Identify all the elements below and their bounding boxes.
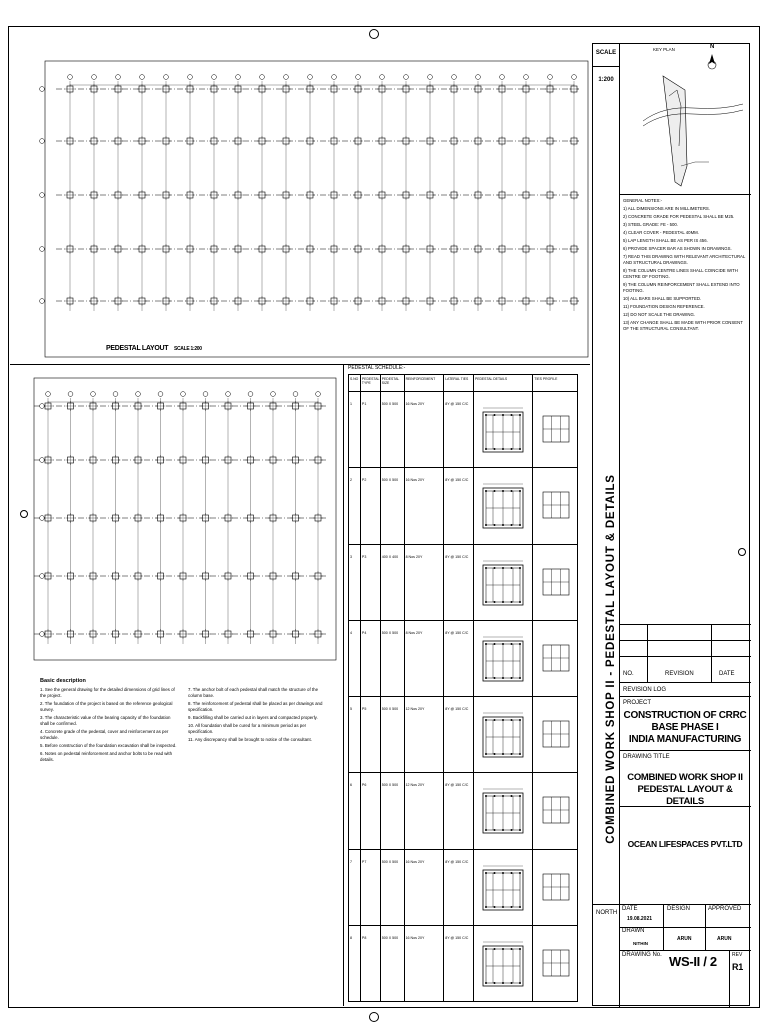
- schedule-cell-ties: 8Y @ 150 C/C: [444, 468, 474, 543]
- drawing-no-label: DRAWING No.: [622, 952, 662, 958]
- schedule-cell-type: P6: [361, 773, 381, 848]
- top-marker-icon: [369, 29, 379, 39]
- general-note-item: 1) ALL DIMENSIONS ARE IN MILLIMETERS.: [623, 206, 710, 211]
- schedule-cell-type: P5: [361, 697, 381, 772]
- grid-bubble-icon: [316, 392, 321, 397]
- north-label: NORTH: [596, 910, 618, 916]
- schedule-cell-size: 500 X 500: [381, 621, 405, 696]
- schedule-cell-ties: 8Y @ 150 C/C: [444, 773, 474, 848]
- grid-bubble-icon: [271, 392, 276, 397]
- ties-profile-drawing: [533, 773, 577, 848]
- title-line-2: PEDESTAL LAYOUT & DETAILS: [637, 784, 733, 807]
- date-value: 19.08.2021: [627, 916, 653, 922]
- grid-bubble-icon: [203, 392, 208, 397]
- scale-value: 1:200: [598, 77, 614, 83]
- general-note-item: 7) READ THIS DRAWING WITH RELEVANT ARCHITECTURAL AND STRUCTURAL DRAWINGS.: [623, 254, 746, 265]
- drawn-value: NITHIN: [633, 941, 648, 946]
- grid-bubble-icon: [248, 392, 253, 397]
- general-note-item: 2) CONCRETE GRADE FOR PEDESTAL SHALL BE M25.: [623, 214, 735, 219]
- general-note-item: 11) FOUNDATION DESIGN REFERENCE.: [623, 304, 705, 309]
- pedestal-detail-drawing: [474, 392, 533, 467]
- rev-value: R1: [732, 962, 743, 972]
- grid-bubble-icon: [212, 75, 217, 80]
- schedule-cell-no: 2: [349, 468, 361, 543]
- grid-bubble-icon: [524, 75, 529, 80]
- design-label: DESIGN: [667, 906, 691, 912]
- schedule-cell-size: 500 X 500: [381, 773, 405, 848]
- grid-bubble-icon: [113, 392, 118, 397]
- grid-bubble-icon: [404, 75, 409, 80]
- basic-description-item: 6. Notes on pedestal reinforcement and anchor bolts to be read with details.: [40, 751, 173, 762]
- schedule-cell-no: 4: [349, 621, 361, 696]
- general-note-item: 4) CLEAR COVER - PEDESTAL 40MM.: [623, 230, 699, 235]
- project-line-1: CONSTRUCTION OF CRRC: [623, 710, 747, 721]
- schedule-header-cell: S.NO: [349, 375, 361, 391]
- schedule-cell-no: 1: [349, 392, 361, 467]
- schedule-cell-no: 7: [349, 850, 361, 925]
- schedule-cell-size: 500 X 500: [381, 468, 405, 543]
- ties-profile-drawing: [533, 468, 577, 543]
- schedule-cell-type: P1: [361, 392, 381, 467]
- bottom-marker-icon: [369, 1012, 379, 1022]
- pedestal-detail-drawing: [474, 468, 533, 543]
- schedule-row: [349, 926, 577, 1002]
- schedule-header-cell: PEDESTAL TYPE: [361, 375, 381, 391]
- general-notes: [623, 198, 747, 334]
- grid-bubble-icon: [68, 392, 73, 397]
- ties-profile-drawing: [533, 392, 577, 467]
- schedule-cell-ties: 8Y @ 150 C/C: [444, 621, 474, 696]
- pedestal-detail-drawing: [474, 545, 533, 620]
- schedule-cell-reinf: 12 Nos 20Y: [405, 697, 445, 772]
- grid-bubble-icon: [40, 299, 45, 304]
- grid-bubble-icon: [92, 75, 97, 80]
- grid-bubble-icon: [428, 75, 433, 80]
- drawing-number: WS-II / 2: [669, 954, 717, 969]
- schedule-cell-reinf: 16 Nos 20Y: [405, 926, 445, 1001]
- grid-bubble-icon: [140, 75, 145, 80]
- divider: [343, 364, 344, 1006]
- secondary-plan-panel: [30, 372, 340, 662]
- grid-bubble-icon: [260, 75, 265, 80]
- project-line-3: INDIA MANUFACTURING: [628, 734, 742, 745]
- ties-profile-drawing: [533, 850, 577, 925]
- grid-bubble-icon: [164, 75, 169, 80]
- scale-label: SCALE: [595, 50, 617, 56]
- schedule-cell-no: 3: [349, 545, 361, 620]
- pedestal-layout-label: PEDESTAL LAYOUT: [106, 345, 169, 352]
- ties-profile-drawing: [533, 926, 577, 1001]
- basic-description-item: 10. All foundation shall be cured for a minimum period as per specification.: [188, 723, 307, 734]
- basic-description-item: 1. See the general drawing for the detailed dimensions of grid lines of the project.: [40, 687, 175, 698]
- revision-date-header: DATE: [719, 671, 735, 677]
- grid-bubble-icon: [572, 75, 577, 80]
- grid-bubble-icon: [46, 392, 51, 397]
- general-note-item: 8) THE COLUMN CENTRE LINES SHALL COINCIDE WITH CENTRE OF FOOTING.: [623, 268, 738, 279]
- grid-bubble-icon: [380, 75, 385, 80]
- grid-bubble-icon: [116, 75, 121, 80]
- schedule-cell-no: 6: [349, 773, 361, 848]
- schedule-cell-reinf: 16 Nos 20Y: [405, 468, 445, 543]
- date-label: DATE: [622, 906, 638, 912]
- schedule-row: [349, 773, 577, 849]
- basic-description-item: 5. Before construction of the foundation excavation shall be inspected.: [40, 743, 177, 748]
- approved-label: APPROVED: [708, 906, 742, 912]
- general-note-item: 9) THE COLUMN REINFORCEMENT SHALL EXTEND INTO FOOTING.: [623, 282, 740, 293]
- schedule-cell-type: P2: [361, 468, 381, 543]
- grid-bubble-icon: [40, 193, 45, 198]
- schedule-cell-no: 8: [349, 926, 361, 1001]
- schedule-cell-type: P8: [361, 926, 381, 1001]
- basic-description-item: 2. The foundation of the project is based on the reference geological survey.: [40, 701, 173, 712]
- schedule-cell-reinf: 16 Nos 20Y: [405, 392, 445, 467]
- schedule-cell-size: 500 X 500: [381, 850, 405, 925]
- general-note-item: 5) LAP LENGTH SHALL BE AS PER IS 456.: [623, 238, 708, 243]
- pedestal-detail-drawing: [474, 773, 533, 848]
- schedule-header-cell: REINFORCEMENT: [405, 375, 445, 391]
- general-notes-heading: GENERAL NOTES:-: [623, 198, 662, 203]
- schedule-header-cell: PEDESTAL DETAILS: [474, 375, 533, 391]
- schedule-cell-size: 400 X 400: [381, 545, 405, 620]
- basic-description-item: 4. Concrete grade of the pedestal, cover and reinforcement as per schedule.: [40, 729, 169, 740]
- pedestal-detail-drawing: [474, 621, 533, 696]
- drawing-title: [619, 772, 751, 808]
- basic-description-item: 8. The reinforcement of pedestal shall be placed as per drawings and specification.: [188, 701, 323, 712]
- schedule-cell-reinf: 16 Nos 20Y: [405, 850, 445, 925]
- pedestal-detail-drawing: [474, 697, 533, 772]
- schedule-cell-size: 500 X 500: [381, 392, 405, 467]
- grid-bubble-icon: [236, 75, 241, 80]
- drawn-label: DRAWN: [622, 928, 645, 934]
- general-note-item: 6) PROVIDE SPACER BAR AS SHOWN IN DRAWINGS.: [623, 246, 732, 251]
- schedule-cell-ties: 8Y @ 150 C/C: [444, 850, 474, 925]
- ties-profile-drawing: [533, 697, 577, 772]
- pedestal-layout-panel: [30, 43, 590, 361]
- grid-bubble-icon: [293, 392, 298, 397]
- general-note-item: 12) DO NOT SCALE THE DRAWING.: [623, 312, 696, 317]
- project-name: [619, 710, 751, 746]
- schedule-cell-reinf: 8 Nos 20Y: [405, 545, 445, 620]
- north-arrow-icon: [703, 52, 721, 72]
- schedule-cell-ties: 8Y @ 150 C/C: [444, 697, 474, 772]
- vertical-drawing-title: COMBINED WORK SHOP II - PEDESTAL LAYOUT & DETAILS: [605, 474, 617, 844]
- grid-bubble-icon: [91, 392, 96, 397]
- grid-bubble-icon: [158, 392, 163, 397]
- grid-bubble-icon: [476, 75, 481, 80]
- company-name: OCEAN LIFESPACES PVT.LTD: [627, 839, 743, 849]
- key-plan-drawing: [623, 46, 747, 192]
- schedule-header-cell: PEDESTAL SIZE: [381, 375, 405, 391]
- schedule-cell-type: P3: [361, 545, 381, 620]
- basic-description-item: 11. Any discrepancy shall be brought to notice of the consultant.: [188, 737, 312, 742]
- title-block: [592, 43, 750, 1006]
- basic-description-heading: Basic description: [40, 678, 86, 684]
- pedestal-schedule: [346, 364, 590, 1006]
- revision-log-label: REVISION LOG: [623, 687, 667, 693]
- secondary-plan: [30, 372, 340, 662]
- grid-bubble-icon: [40, 247, 45, 252]
- schedule-cell-type: P7: [361, 850, 381, 925]
- key-plan-label: KEY PLAN: [653, 47, 675, 52]
- design-value: ARUN: [677, 936, 692, 942]
- grid-bubble-icon: [136, 392, 141, 397]
- schedule-cell-ties: 8Y @ 150 C/C: [444, 392, 474, 467]
- grid-bubble-icon: [181, 392, 186, 397]
- schedule-row: [349, 697, 577, 773]
- general-note-item: 3) STEEL GRADE: FE - 500.: [623, 222, 679, 227]
- grid-bubble-icon: [284, 75, 289, 80]
- project-label: PROJECT: [623, 700, 652, 706]
- schedule-cell-no: 5: [349, 697, 361, 772]
- project-line-2: BASE PHASE I: [651, 722, 719, 733]
- schedule-cell-type: P4: [361, 621, 381, 696]
- approved-value: ARUN: [717, 936, 732, 942]
- general-note-item: 13) ANY CHANGE SHALL BE MADE WITH PRIOR CONSENT OF THE STRUCTURAL CONSULTANT.: [623, 320, 743, 331]
- grid-bubble-icon: [308, 75, 313, 80]
- pedestal-schedule-label: PEDESTAL SCHEDULE:-: [348, 365, 406, 371]
- grid-bubble-icon: [548, 75, 553, 80]
- revision-no-header: NO.: [623, 671, 634, 677]
- basic-description-item: 7. The anchor bolt of each pedestal shall match the structure of the column base.: [188, 687, 319, 698]
- grid-bubble-icon: [40, 139, 45, 144]
- rev-label: REV: [732, 952, 743, 958]
- grid-bubble-icon: [226, 392, 231, 397]
- schedule-row: [349, 468, 577, 544]
- basic-description-item: 3. The characteristic value of the bearing capacity of the foundation shall be confirmed.: [40, 715, 171, 726]
- grid-bubble-icon: [188, 75, 193, 80]
- pedestal-detail-drawing: [474, 850, 533, 925]
- schedule-cell-ties: 8Y @ 150 C/C: [444, 545, 474, 620]
- drawing-title-label: DRAWING TITLE: [623, 754, 670, 760]
- schedule-cell-size: 500 X 500: [381, 926, 405, 1001]
- schedule-row: [349, 621, 577, 697]
- grid-bubble-icon: [356, 75, 361, 80]
- schedule-cell-ties: 8Y @ 150 C/C: [444, 926, 474, 1001]
- title-line-1: COMBINED WORK SHOP II: [627, 772, 743, 783]
- left-marker-icon: [20, 510, 28, 518]
- schedule-header-cell: LATERAL TIES: [444, 375, 474, 391]
- pedestal-detail-drawing: [474, 926, 533, 1001]
- basic-description: [40, 678, 340, 765]
- revision-header: REVISION: [665, 671, 694, 677]
- general-note-item: 10) ALL BARS SHALL BE SUPPORTED.: [623, 296, 702, 301]
- schedule-header-row: [349, 375, 577, 392]
- north-letter: N: [710, 44, 715, 50]
- ties-profile-drawing: [533, 621, 577, 696]
- schedule-header-cell: TIES PROFILE: [534, 377, 558, 381]
- schedule-cell-reinf: 8 Nos 20Y: [405, 621, 445, 696]
- schedule-cell-size: 500 X 500: [381, 697, 405, 772]
- pedestal-layout-plan: [30, 43, 590, 361]
- grid-bubble-icon: [452, 75, 457, 80]
- schedule-row: [349, 392, 577, 468]
- ties-profile-drawing: [533, 545, 577, 620]
- grid-bubble-icon: [40, 87, 45, 92]
- schedule-cell-reinf: 12 Nos 20Y: [405, 773, 445, 848]
- key-plan: [623, 46, 747, 192]
- schedule-row: [349, 545, 577, 621]
- schedule-row: [349, 850, 577, 926]
- grid-bubble-icon: [332, 75, 337, 80]
- pedestal-layout-scale: SCALE 1:200: [173, 346, 202, 352]
- grid-bubble-icon: [500, 75, 505, 80]
- basic-description-item: 9. Backfilling shall be carried out in layers and compacted properly.: [188, 715, 318, 720]
- grid-bubble-icon: [68, 75, 73, 80]
